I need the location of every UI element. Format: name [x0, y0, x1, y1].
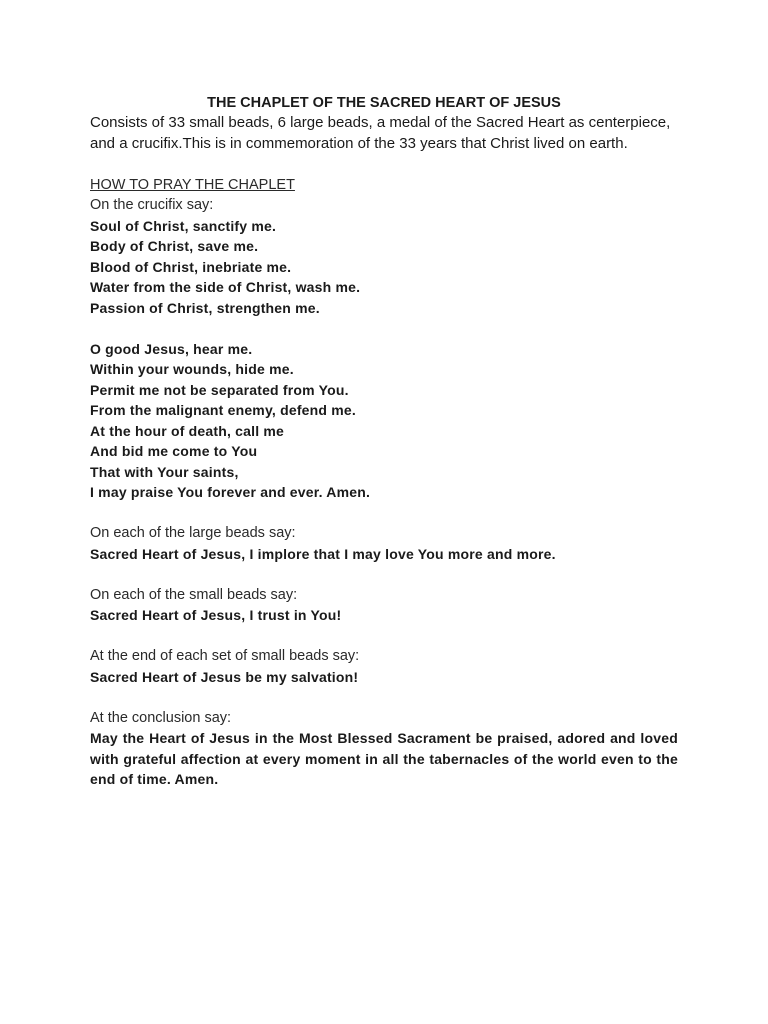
page-title: THE CHAPLET OF THE SACRED HEART OF JESUS: [207, 95, 561, 111]
prayer-line: Water from the side of Christ, wash me.: [90, 279, 361, 295]
prayer-line: Passion of Christ, strengthen me.: [90, 299, 320, 316]
prayer-line: From the malignant enemy, defend me.: [90, 402, 356, 418]
intro-line-1: Consists of 33 small beads, 6 large beads, a medal of the Sacred Heart as centerpiece,: [90, 114, 671, 131]
small-beads-instruction: On each of the small beads say:: [90, 586, 298, 603]
howto-heading: HOW TO PRAY THE CHAPLET: [90, 176, 295, 193]
end-set-instruction: At the end of each set of small beads say:: [90, 648, 360, 664]
conclusion-prayer: May the Heart of Jesus in the Most Blessed Sacrament be praised, adored and loved with grateful affection at every moment in all the tabernacles of the world even to the end of time. Amen.: [90, 730, 678, 787]
crucifix-instruction: On the crucifix say:: [90, 197, 214, 213]
prayer-line: O good Jesus, hear me.: [90, 340, 253, 357]
large-beads-prayer: Sacred Heart of Jesus, I implore that I may love You more and more.: [90, 545, 556, 562]
prayer-line: I may praise You forever and ever. Amen.: [90, 484, 371, 500]
prayer-line: Within your wounds, hide me.: [90, 361, 294, 377]
prayer-line: At the hour of death, call me: [90, 422, 285, 439]
prayer-line: That with Your saints,: [90, 463, 239, 480]
prayer-line: Body of Christ, save me.: [90, 238, 259, 254]
prayer-line: Blood of Christ, inebriate me.: [90, 258, 292, 275]
large-beads-instruction: On each of the large beads say:: [90, 525, 296, 541]
end-set-prayer: Sacred Heart of Jesus be my salvation!: [90, 668, 359, 685]
intro-line-2: and a crucifix.This is in commemoration of the 33 years that Christ lived on earth.: [90, 134, 628, 152]
small-beads-prayer: Sacred Heart of Jesus, I trust in You!: [90, 607, 342, 623]
document-page: [90, 93, 678, 790]
prayer-line: And bid me come to You: [90, 443, 258, 459]
prayer-line: Soul of Christ, sanctify me.: [90, 217, 277, 234]
conclusion-instruction: At the conclusion say:: [90, 709, 232, 726]
prayer-line: Permit me not be separated from You.: [90, 381, 349, 398]
